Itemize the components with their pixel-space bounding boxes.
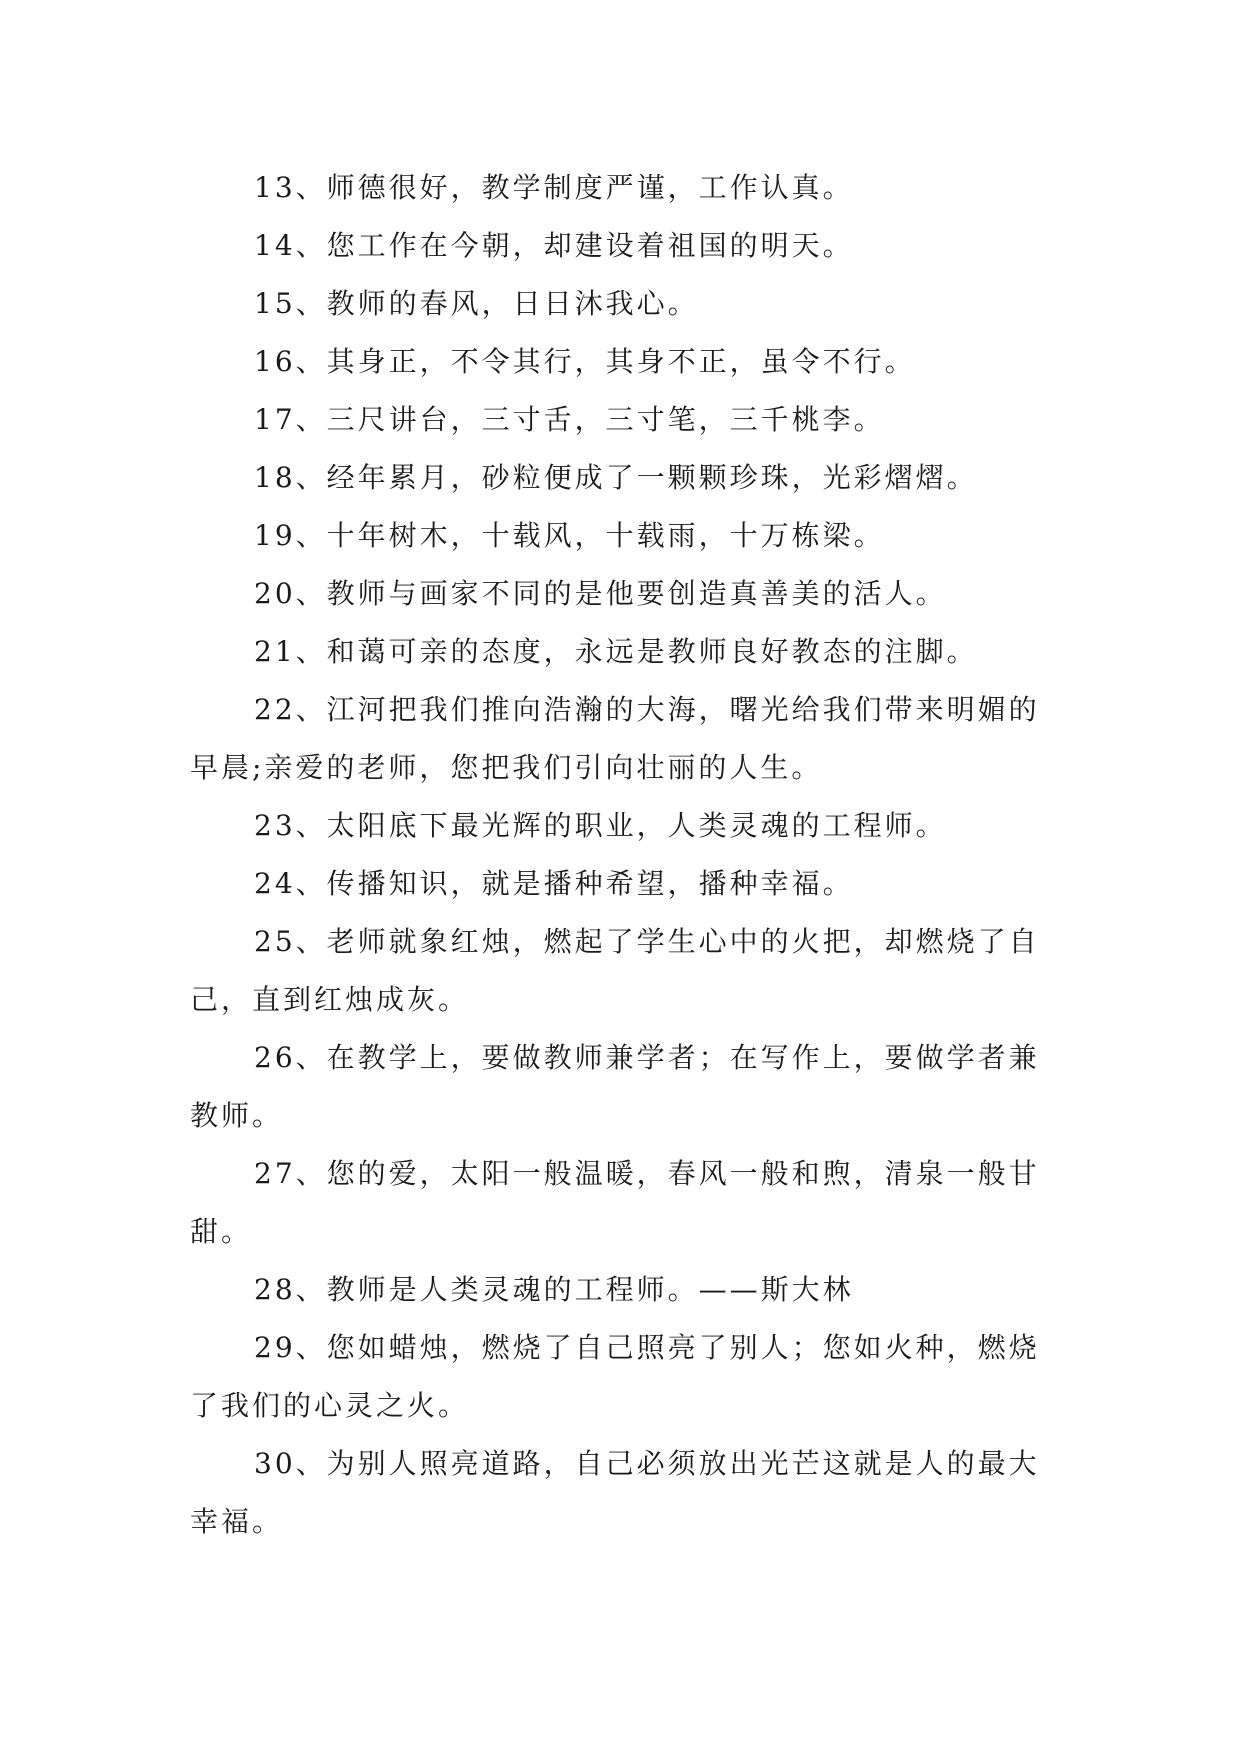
paragraph: 29、您如蜡烛，燃烧了自己照亮了别人；您如火种，燃烧了我们的心灵之火。	[190, 1331, 1040, 1422]
paragraph: 20、教师与画家不同的是他要创造真善美的活人。	[254, 577, 947, 610]
paragraph: 23、太阳底下最光辉的职业，人类灵魂的工程师。	[254, 809, 947, 842]
paragraph: 17、三尺讲台，三寸舌，三寸笔，三千桃李。	[254, 403, 885, 436]
paragraph: 13、师德很好，教学制度严谨，工作认真。	[254, 171, 854, 204]
paragraph: 26、在教学上，要做教师兼学者；在写作上，要做学者兼教师。	[190, 1041, 1040, 1132]
paragraph: 28、教师是人类灵魂的工程师。——斯大林	[254, 1273, 854, 1306]
paragraph: 15、教师的春风，日日沐我心。	[254, 287, 699, 320]
paragraph: 16、其身正，不令其行，其身不正，虽令不行。	[254, 345, 916, 378]
paragraph: 30、为别人照亮道路，自己必须放出光芒这就是人的最大幸福。	[190, 1447, 1040, 1538]
paragraph: 14、您工作在今朝，却建设着祖国的明天。	[254, 229, 854, 262]
paragraph: 22、江河把我们推向浩瀚的大海，曙光给我们带来明媚的早晨;亲爱的老师，您把我们引向壮丽的人生。	[190, 693, 1040, 784]
paragraph: 21、和蔼可亲的态度，永远是教师良好教态的注脚。	[254, 635, 978, 668]
document-body	[190, 159, 1050, 1551]
paragraph: 24、传播知识，就是播种希望，播种幸福。	[254, 867, 854, 900]
paragraph: 27、您的爱，太阳一般温暖，春风一般和煦，清泉一般甘甜。	[190, 1157, 1040, 1248]
paragraph: 18、经年累月，砂粒便成了一颗颗珍珠，光彩熠熠。	[254, 461, 978, 494]
paragraph: 25、老师就象红烛，燃起了学生心中的火把，却燃烧了自己，直到红烛成灰。	[190, 925, 1040, 1016]
paragraph: 19、十年树木，十载风，十载雨，十万栋梁。	[254, 519, 885, 552]
